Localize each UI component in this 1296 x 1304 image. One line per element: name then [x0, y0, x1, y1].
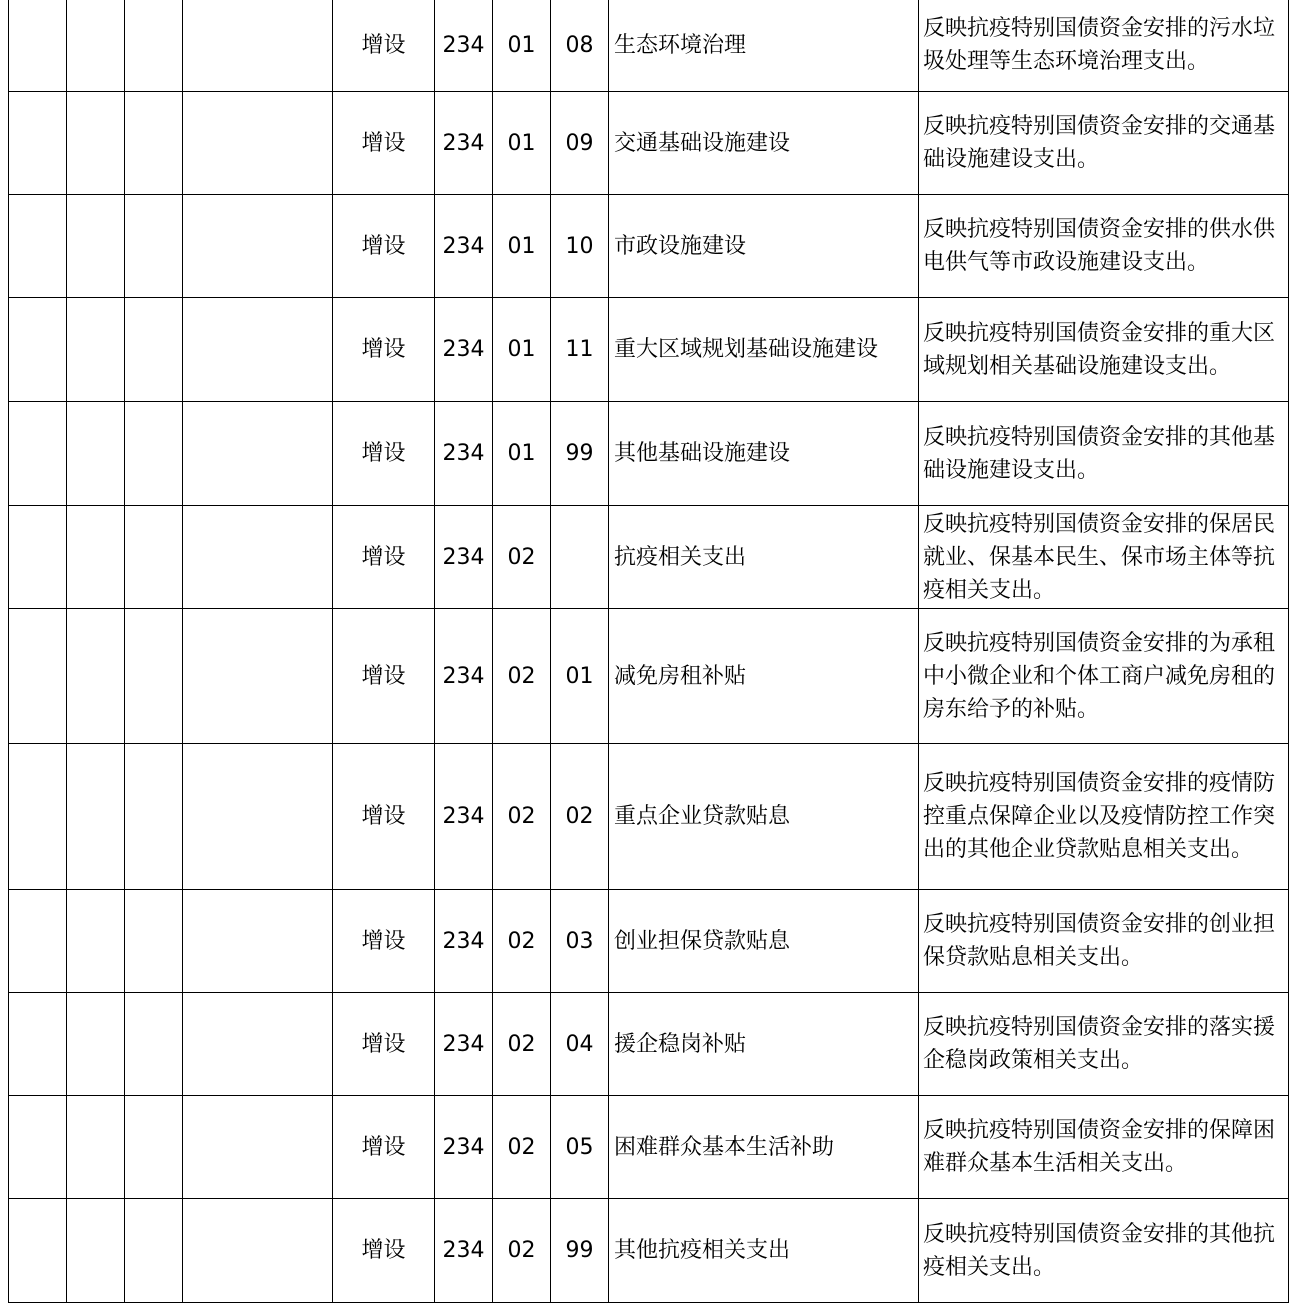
class-code-cell: 234 — [435, 0, 493, 92]
blank-cell-2 — [67, 195, 125, 298]
action-cell: 增设 — [333, 1096, 435, 1199]
action-cell: 增设 — [333, 195, 435, 298]
action-cell: 增设 — [333, 609, 435, 744]
subject-name-cell: 困难群众基本生活补助 — [609, 1096, 919, 1199]
sub-code-cell: 04 — [551, 993, 609, 1096]
class-code-cell: 234 — [435, 993, 493, 1096]
class-code-cell: 234 — [435, 92, 493, 195]
item-code-cell: 02 — [493, 993, 551, 1096]
blank-cell-3 — [125, 744, 183, 890]
blank-cell-1 — [9, 890, 67, 993]
sub-code-cell: 09 — [551, 92, 609, 195]
blank-cell-1 — [9, 1199, 67, 1303]
blank-cell-4 — [183, 0, 333, 92]
action-cell: 增设 — [333, 298, 435, 402]
sub-code-cell: 02 — [551, 744, 609, 890]
blank-cell-4 — [183, 1199, 333, 1303]
blank-cell-1 — [9, 92, 67, 195]
blank-cell-2 — [67, 609, 125, 744]
sub-code-cell: 99 — [551, 402, 609, 506]
blank-cell-3 — [125, 195, 183, 298]
item-code-cell: 02 — [493, 506, 551, 609]
sub-code-cell: 01 — [551, 609, 609, 744]
blank-cell-2 — [67, 92, 125, 195]
description-cell: 反映抗疫特别国债资金安排的其他基础设施建设支出。 — [919, 402, 1289, 506]
description-cell: 反映抗疫特别国债资金安排的创业担保贷款贴息相关支出。 — [919, 890, 1289, 993]
sub-code-cell: 03 — [551, 890, 609, 993]
item-code-cell: 01 — [493, 298, 551, 402]
blank-cell-2 — [67, 1096, 125, 1199]
table-row — [9, 993, 1289, 1096]
blank-cell-3 — [125, 402, 183, 506]
table-row — [9, 402, 1289, 506]
blank-cell-4 — [183, 1096, 333, 1199]
item-code-cell: 01 — [493, 195, 551, 298]
description-cell: 反映抗疫特别国债资金安排的落实援企稳岗政策相关支出。 — [919, 993, 1289, 1096]
subject-name-cell: 其他基础设施建设 — [609, 402, 919, 506]
action-cell: 增设 — [333, 506, 435, 609]
blank-cell-4 — [183, 744, 333, 890]
description-cell: 反映抗疫特别国债资金安排的重大区域规划相关基础设施建设支出。 — [919, 298, 1289, 402]
table-row — [9, 92, 1289, 195]
table-row — [9, 1199, 1289, 1303]
blank-cell-3 — [125, 1096, 183, 1199]
sub-code-cell: 08 — [551, 0, 609, 92]
blank-cell-4 — [183, 195, 333, 298]
blank-cell-1 — [9, 298, 67, 402]
sub-code-cell: 99 — [551, 1199, 609, 1303]
blank-cell-2 — [67, 298, 125, 402]
class-code-cell: 234 — [435, 195, 493, 298]
sub-code-cell: 10 — [551, 195, 609, 298]
blank-cell-1 — [9, 506, 67, 609]
action-cell: 增设 — [333, 0, 435, 92]
table-row — [9, 609, 1289, 744]
blank-cell-1 — [9, 609, 67, 744]
blank-cell-4 — [183, 609, 333, 744]
blank-cell-1 — [9, 744, 67, 890]
description-cell: 反映抗疫特别国债资金安排的交通基础设施建设支出。 — [919, 92, 1289, 195]
description-cell: 反映抗疫特别国债资金安排的其他抗疫相关支出。 — [919, 1199, 1289, 1303]
subject-name-cell: 生态环境治理 — [609, 0, 919, 92]
blank-cell-1 — [9, 993, 67, 1096]
class-code-cell: 234 — [435, 609, 493, 744]
blank-cell-2 — [67, 890, 125, 993]
blank-cell-3 — [125, 0, 183, 92]
blank-cell-3 — [125, 890, 183, 993]
subject-name-cell: 市政设施建设 — [609, 195, 919, 298]
class-code-cell: 234 — [435, 298, 493, 402]
blank-cell-3 — [125, 609, 183, 744]
blank-cell-4 — [183, 298, 333, 402]
description-cell: 反映抗疫特别国债资金安排的为承租中小微企业和个体工商户减免房租的房东给予的补贴。 — [919, 609, 1289, 744]
blank-cell-2 — [67, 744, 125, 890]
subject-name-cell: 交通基础设施建设 — [609, 92, 919, 195]
blank-cell-2 — [67, 993, 125, 1096]
blank-cell-1 — [9, 402, 67, 506]
blank-cell-2 — [67, 0, 125, 92]
item-code-cell: 01 — [493, 92, 551, 195]
item-code-cell: 02 — [493, 890, 551, 993]
subject-name-cell: 重大区域规划基础设施建设 — [609, 298, 919, 402]
sub-code-cell: 11 — [551, 298, 609, 402]
table-row — [9, 506, 1289, 609]
subject-name-cell: 重点企业贷款贴息 — [609, 744, 919, 890]
item-code-cell: 01 — [493, 402, 551, 506]
class-code-cell: 234 — [435, 890, 493, 993]
subject-name-cell: 减免房租补贴 — [609, 609, 919, 744]
description-cell: 反映抗疫特别国债资金安排的保障困难群众基本生活相关支出。 — [919, 1096, 1289, 1199]
description-cell: 反映抗疫特别国债资金安排的保居民就业、保基本民生、保市场主体等抗疫相关支出。 — [919, 506, 1289, 609]
item-code-cell: 02 — [493, 744, 551, 890]
blank-cell-3 — [125, 92, 183, 195]
action-cell: 增设 — [333, 402, 435, 506]
class-code-cell: 234 — [435, 402, 493, 506]
description-cell: 反映抗疫特别国债资金安排的疫情防控重点保障企业以及疫情防控工作突出的其他企业贷款贴息相关支出。 — [919, 744, 1289, 890]
blank-cell-1 — [9, 0, 67, 92]
subject-name-cell: 创业担保贷款贴息 — [609, 890, 919, 993]
blank-cell-3 — [125, 1199, 183, 1303]
table-body — [9, 0, 1289, 1303]
blank-cell-3 — [125, 298, 183, 402]
blank-cell-4 — [183, 890, 333, 993]
description-cell: 反映抗疫特别国债资金安排的污水垃圾处理等生态环境治理支出。 — [919, 0, 1289, 92]
class-code-cell: 234 — [435, 1096, 493, 1199]
subject-name-cell: 抗疫相关支出 — [609, 506, 919, 609]
sub-code-cell — [551, 506, 609, 609]
subject-name-cell: 援企稳岗补贴 — [609, 993, 919, 1096]
budget-subject-table — [8, 0, 1289, 1303]
blank-cell-1 — [9, 1096, 67, 1199]
action-cell: 增设 — [333, 92, 435, 195]
action-cell: 增设 — [333, 744, 435, 890]
blank-cell-4 — [183, 506, 333, 609]
class-code-cell: 234 — [435, 1199, 493, 1303]
blank-cell-4 — [183, 402, 333, 506]
sub-code-cell: 05 — [551, 1096, 609, 1199]
table-row — [9, 195, 1289, 298]
item-code-cell: 02 — [493, 609, 551, 744]
blank-cell-3 — [125, 993, 183, 1096]
table-row — [9, 298, 1289, 402]
action-cell: 增设 — [333, 993, 435, 1096]
item-code-cell: 02 — [493, 1096, 551, 1199]
blank-cell-4 — [183, 993, 333, 1096]
blank-cell-2 — [67, 1199, 125, 1303]
table-row — [9, 0, 1289, 92]
blank-cell-1 — [9, 195, 67, 298]
action-cell: 增设 — [333, 890, 435, 993]
description-cell: 反映抗疫特别国债资金安排的供水供电供气等市政设施建设支出。 — [919, 195, 1289, 298]
item-code-cell: 01 — [493, 0, 551, 92]
blank-cell-4 — [183, 92, 333, 195]
class-code-cell: 234 — [435, 506, 493, 609]
subject-name-cell: 其他抗疫相关支出 — [609, 1199, 919, 1303]
item-code-cell: 02 — [493, 1199, 551, 1303]
table-row — [9, 1096, 1289, 1199]
action-cell: 增设 — [333, 1199, 435, 1303]
blank-cell-2 — [67, 402, 125, 506]
blank-cell-2 — [67, 506, 125, 609]
blank-cell-3 — [125, 506, 183, 609]
class-code-cell: 234 — [435, 744, 493, 890]
table-row — [9, 744, 1289, 890]
table-row — [9, 890, 1289, 993]
